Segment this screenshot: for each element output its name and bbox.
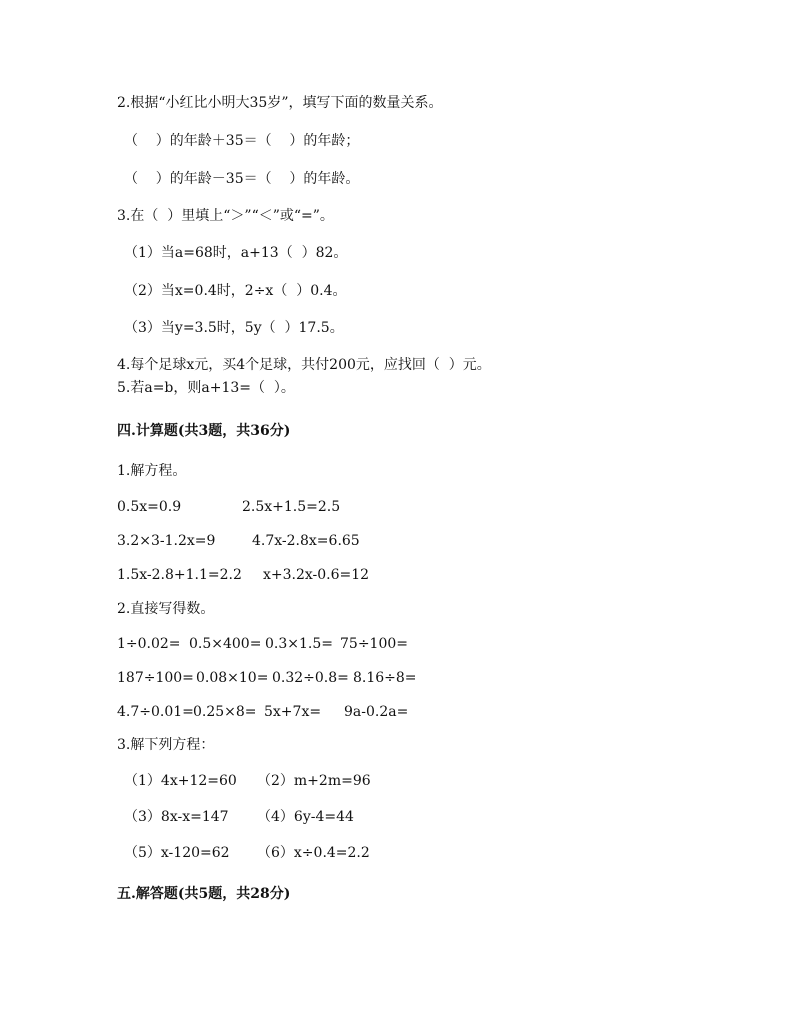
p2-item: 1÷0.02= [117, 636, 181, 652]
p2-item: 0.5×400= [189, 636, 262, 652]
q2-line1: （ ）的年龄＋35＝（ ）的年龄； [124, 133, 360, 149]
q4-text: 4.每个足球x元，买4个足球，共付200元，应找回（ ）元。 [117, 357, 491, 373]
p2-title: 2.直接写得数。 [117, 601, 215, 617]
q3-item: （1）当a=68时，a+13（ ）82。 [124, 245, 348, 261]
section4-heading: 四.计算题(共3题，共36分) [117, 423, 291, 439]
p3-title: 3.解下列方程： [117, 737, 215, 753]
q3-item: （2）当x=0.4时，2÷x（ ）0.4。 [124, 283, 347, 299]
p1-eq: 2.5x+1.5=2.5 [242, 499, 341, 515]
p2-item: 187÷100= [117, 670, 194, 686]
p3-eq: （4）6y-4=44 [257, 809, 354, 825]
p2-item: 0.08×10= [196, 670, 269, 686]
p2-item: 8.16÷8= [353, 670, 417, 686]
p3-eq: （6）x÷0.4=2.2 [257, 845, 370, 861]
p1-eq: x+3.2x-0.6=12 [263, 567, 370, 583]
p1-eq: 3.2×3-1.2x=9 [117, 533, 216, 549]
p1-eq: 1.5x-2.8+1.1=2.2 [117, 567, 242, 583]
p3-eq: （3）8x-x=147 [124, 809, 229, 825]
p1-eq: 4.7x-2.8x=6.65 [252, 533, 360, 549]
section5-heading: 五.解答题(共5题，共28分) [117, 886, 291, 902]
p2-item: 5x+7x= [264, 704, 322, 720]
q3-title: 3.在（ ）里填上“＞”“＜”或“=”。 [117, 208, 334, 224]
q2-title: 2.根据“小红比小明大35岁”，填写下面的数量关系。 [117, 95, 443, 111]
p2-item: 4.7÷0.01= [117, 704, 194, 720]
q5-text: 5.若a=b，则a+13=（ ）。 [117, 380, 295, 396]
p2-item: 0.32÷0.8= [272, 670, 349, 686]
p1-eq: 0.5x=0.9 [117, 499, 182, 515]
p1-title: 1.解方程。 [117, 463, 187, 479]
p2-item: 0.25×8= [193, 704, 257, 720]
p2-item: 0.3×1.5= [265, 636, 333, 652]
q3-item: （3）当y=3.5时，5y（ ）17.5。 [124, 320, 344, 336]
p2-item: 9a-0.2a= [344, 704, 409, 720]
p3-eq: （2）m+2m=96 [257, 773, 371, 789]
p3-eq: （1）4x+12=60 [124, 773, 237, 789]
p3-eq: （5）x-120=62 [124, 845, 230, 861]
q2-line2: （ ）的年龄－35＝（ ）的年龄。 [124, 171, 360, 187]
p2-item: 75÷100= [340, 636, 408, 652]
